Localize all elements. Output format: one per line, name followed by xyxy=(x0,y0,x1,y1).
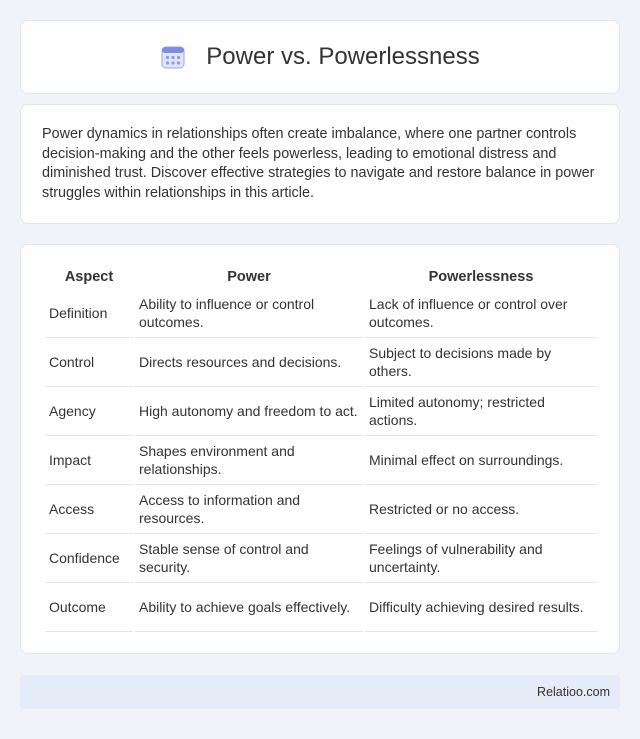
comparison-card xyxy=(20,244,620,654)
comparison-table xyxy=(43,265,599,632)
page-title: Power vs. Powerlessness xyxy=(206,43,480,70)
power-cell: Directs resources and decisions. xyxy=(135,338,363,387)
power-cell: Ability to influence or control outcomes. xyxy=(135,289,363,338)
powerlessness-cell: Restricted or no access. xyxy=(365,485,597,534)
powerlessness-cell: Limited autonomy; restricted actions. xyxy=(365,387,597,436)
table-row xyxy=(45,436,597,485)
intro-card xyxy=(20,104,620,224)
table-row xyxy=(45,485,597,534)
aspect-cell: Access xyxy=(45,485,133,534)
aspect-cell: Impact xyxy=(45,436,133,485)
aspect-cell: Control xyxy=(45,338,133,387)
power-cell: Shapes environment and relationships. xyxy=(135,436,363,485)
powerlessness-cell: Subject to decisions made by others. xyxy=(365,338,597,387)
table-row xyxy=(45,583,597,632)
header-aspect: Aspect xyxy=(64,269,114,285)
table-row xyxy=(45,289,597,338)
powerlessness-cell: Feelings of vulnerability and uncertainty. xyxy=(365,534,597,583)
power-cell: Stable sense of control and security. xyxy=(135,534,363,583)
footer xyxy=(20,675,620,709)
header-power: Power xyxy=(227,269,271,285)
table-row xyxy=(45,387,597,436)
table-row xyxy=(45,338,597,387)
footer-brand: Relatioo.com xyxy=(537,685,610,699)
aspect-cell: Definition xyxy=(45,289,133,338)
header-powerlessness: Powerlessness xyxy=(428,269,534,285)
aspect-cell: Outcome xyxy=(45,583,133,632)
power-cell: Access to information and resources. xyxy=(135,485,363,534)
powerlessness-cell: Difficulty achieving desired results. xyxy=(365,583,597,632)
title-card xyxy=(20,20,620,94)
table-header-row xyxy=(45,265,597,289)
table-row xyxy=(45,534,597,583)
power-cell: High autonomy and freedom to act. xyxy=(135,387,363,436)
calendar-icon xyxy=(160,44,186,70)
intro-text: Power dynamics in relationships often create imbalance, where one partner controls decision-making and the other feels powerless, leading to emotional distress and diminished trust. Discover effective strategies to navigate and restore balance in power struggles within relationships in this article. xyxy=(42,126,595,201)
power-cell: Ability to achieve goals effectively. xyxy=(135,583,363,632)
powerlessness-cell: Minimal effect on surroundings. xyxy=(365,436,597,485)
powerlessness-cell: Lack of influence or control over outcomes. xyxy=(365,289,597,338)
aspect-cell: Confidence xyxy=(45,534,133,583)
aspect-cell: Agency xyxy=(45,387,133,436)
